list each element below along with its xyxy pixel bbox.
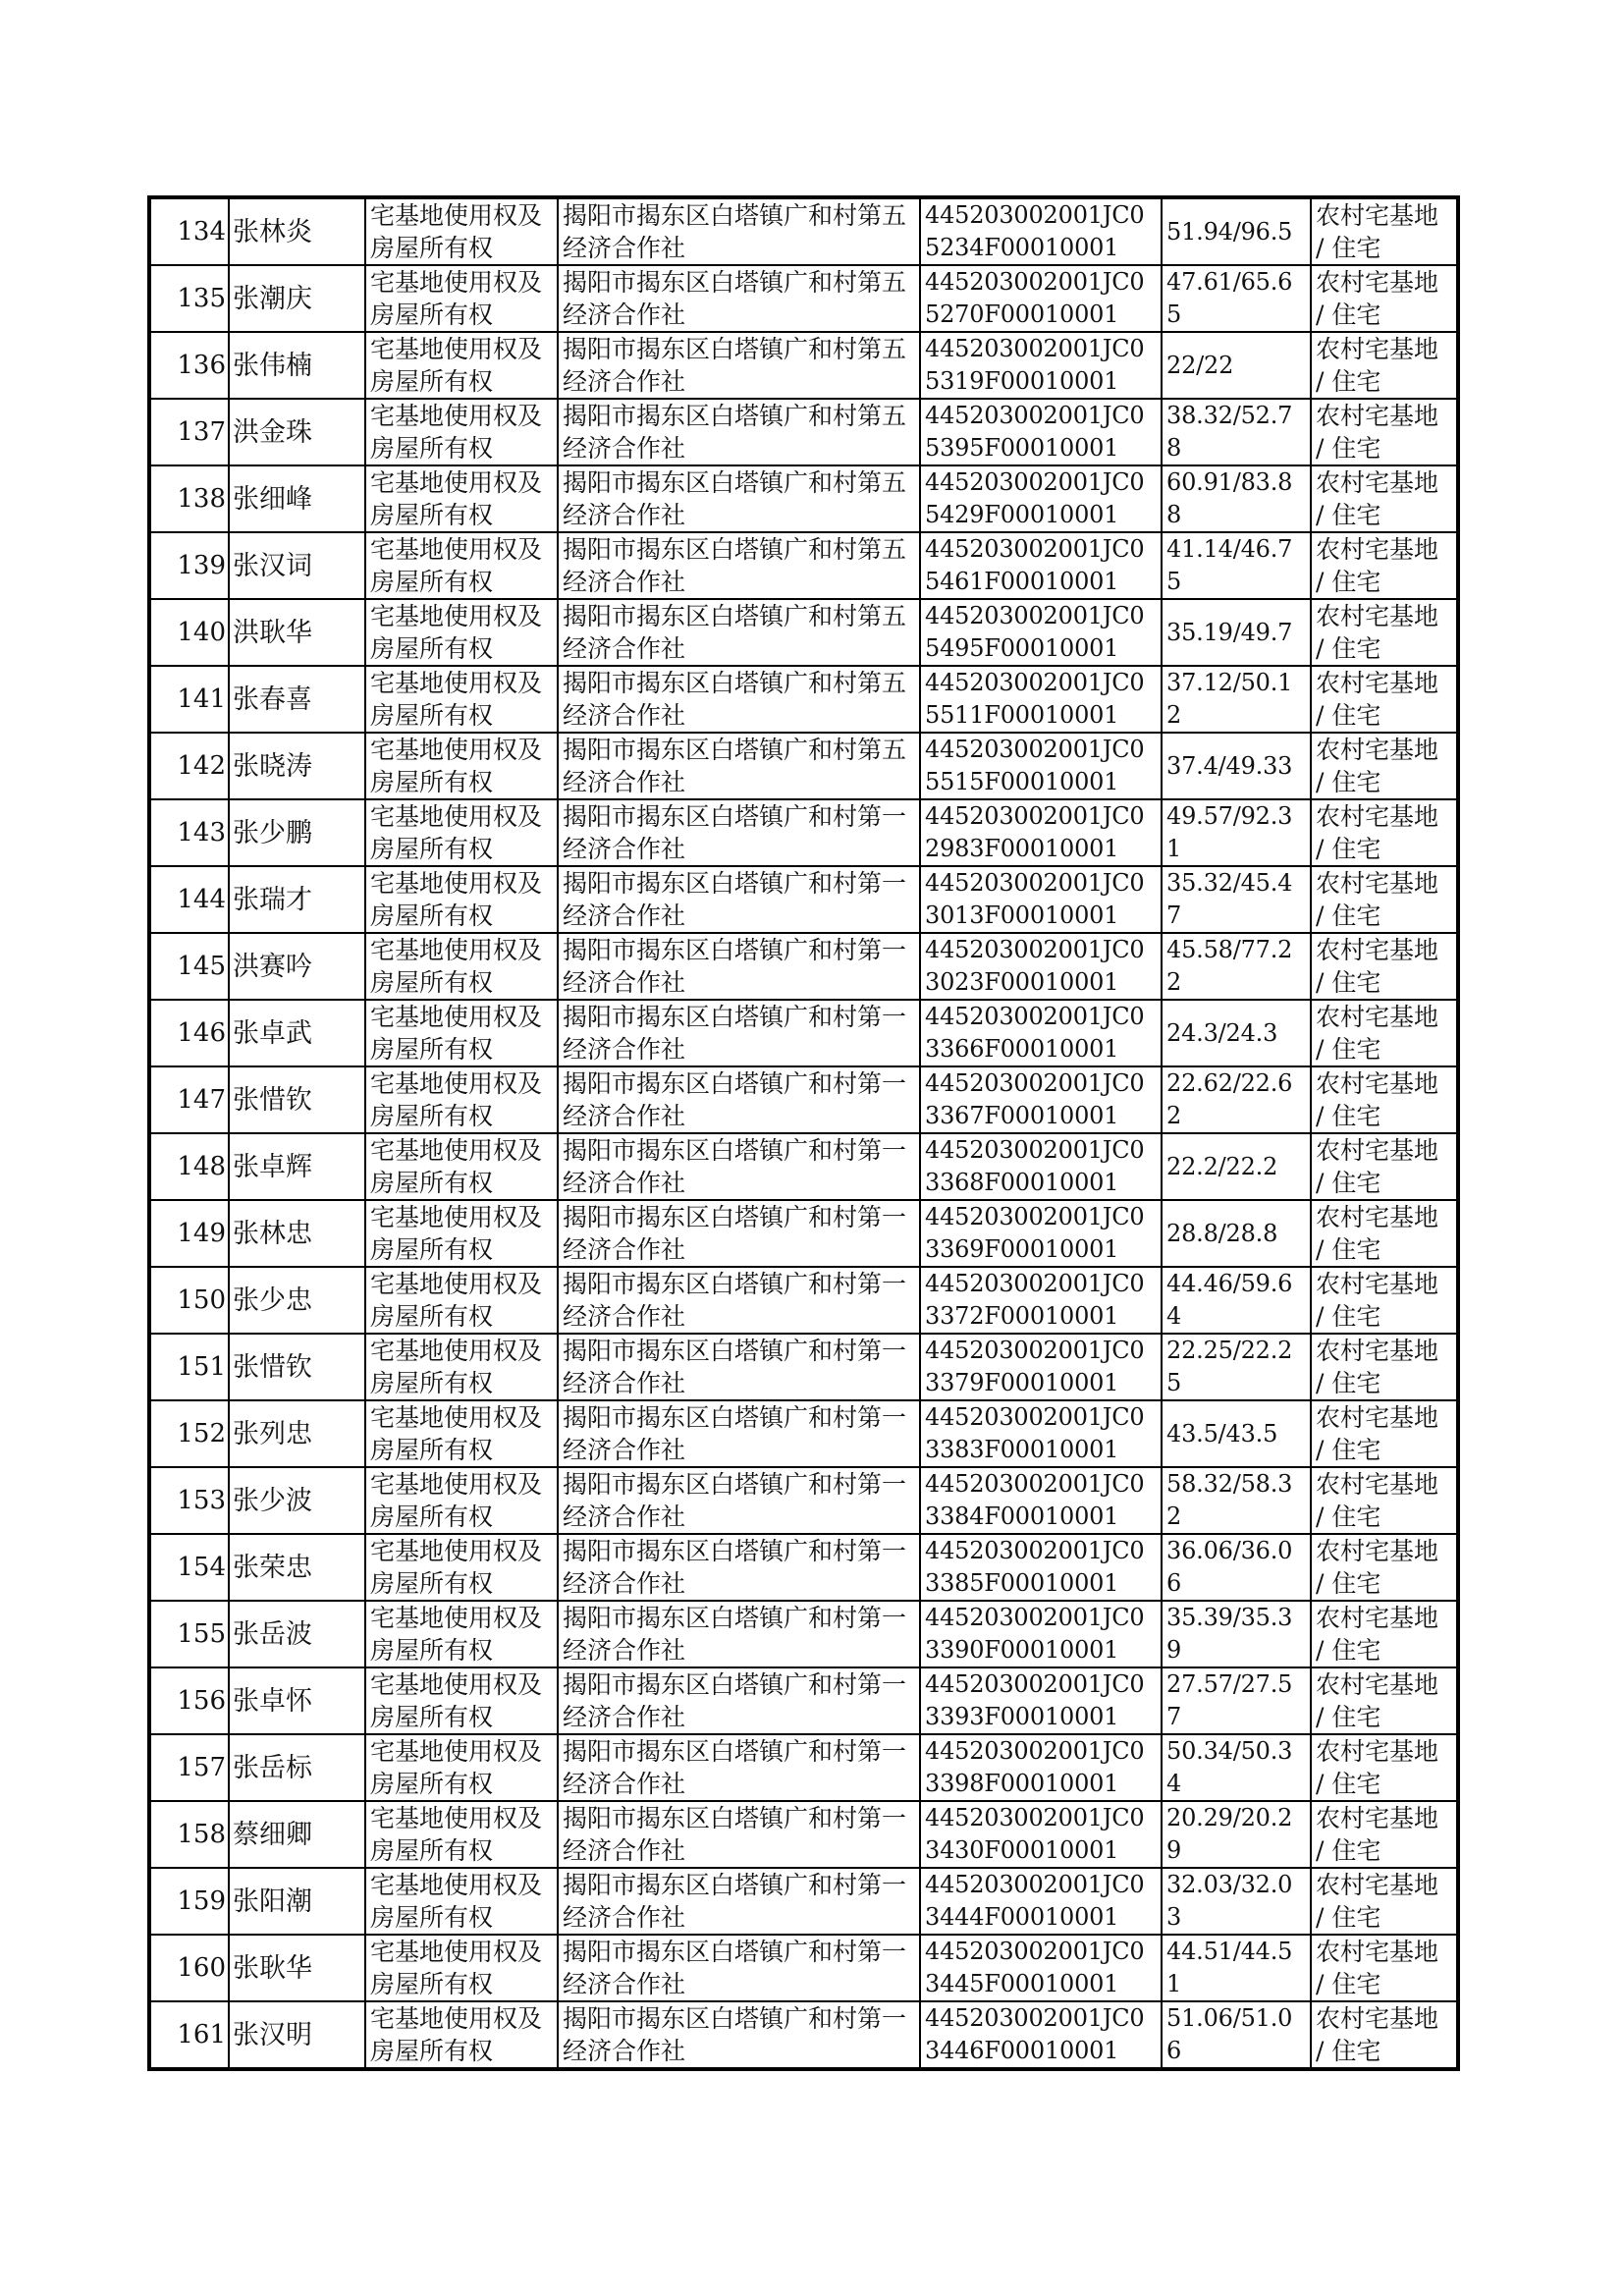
right-type-cell: 宅基地使用权及房屋所有权 — [365, 1200, 558, 1267]
row-number-cell: 134 — [150, 198, 229, 265]
right-type-cell: 宅基地使用权及房屋所有权 — [365, 1066, 558, 1133]
area-cell: 32.03/32.03 — [1162, 1868, 1311, 1935]
area-cell: 44.51/44.51 — [1162, 1935, 1311, 2001]
owner-organization-cell: 揭阳市揭东区白塔镇广和村第五经济合作社 — [558, 265, 920, 332]
area-cell: 60.91/83.88 — [1162, 465, 1311, 532]
row-number-cell: 137 — [150, 399, 229, 465]
owner-name-cell: 张耿华 — [229, 1935, 365, 2001]
right-type-cell: 宅基地使用权及房屋所有权 — [365, 866, 558, 933]
owner-organization-cell: 揭阳市揭东区白塔镇广和村第一经济合作社 — [558, 2001, 920, 2068]
unit-code-cell: 445203002001JC03367F00010001 — [920, 1066, 1162, 1133]
owner-name-cell: 蔡细卿 — [229, 1801, 365, 1868]
right-type-cell: 宅基地使用权及房屋所有权 — [365, 532, 558, 599]
table-row — [150, 1467, 1457, 1534]
table-row — [150, 599, 1457, 666]
land-use-cell: 农村宅基地 / 住宅 — [1311, 1801, 1457, 1868]
owner-name-cell: 张潮庆 — [229, 265, 365, 332]
owner-organization-cell: 揭阳市揭东区白塔镇广和村第一经济合作社 — [558, 1000, 920, 1066]
owner-organization-cell: 揭阳市揭东区白塔镇广和村第一经济合作社 — [558, 866, 920, 933]
row-number-cell: 159 — [150, 1868, 229, 1935]
area-cell: 22/22 — [1162, 332, 1311, 399]
row-number-cell: 151 — [150, 1334, 229, 1400]
land-use-cell: 农村宅基地 / 住宅 — [1311, 1935, 1457, 2001]
row-number-cell: 148 — [150, 1133, 229, 1200]
unit-code-cell: 445203002001JC05511F00010001 — [920, 666, 1162, 733]
owner-organization-cell: 揭阳市揭东区白塔镇广和村第一经济合作社 — [558, 1601, 920, 1667]
unit-code-cell: 445203002001JC03366F00010001 — [920, 1000, 1162, 1066]
table-row — [150, 1734, 1457, 1801]
land-use-cell: 农村宅基地 / 住宅 — [1311, 1467, 1457, 1534]
row-number-cell: 135 — [150, 265, 229, 332]
unit-code-cell: 445203002001JC05461F00010001 — [920, 532, 1162, 599]
unit-code-cell: 445203002001JC03393F00010001 — [920, 1667, 1162, 1734]
owner-organization-cell: 揭阳市揭东区白塔镇广和村第一经济合作社 — [558, 1734, 920, 1801]
area-cell: 49.57/92.31 — [1162, 799, 1311, 866]
owner-organization-cell: 揭阳市揭东区白塔镇广和村第一经济合作社 — [558, 1267, 920, 1334]
table-row — [150, 198, 1457, 265]
right-type-cell: 宅基地使用权及房屋所有权 — [365, 1000, 558, 1066]
owner-name-cell: 张卓武 — [229, 1000, 365, 1066]
unit-code-cell: 445203002001JC03013F00010001 — [920, 866, 1162, 933]
land-use-cell: 农村宅基地 / 住宅 — [1311, 799, 1457, 866]
area-cell: 35.32/45.47 — [1162, 866, 1311, 933]
land-use-cell: 农村宅基地 / 住宅 — [1311, 1868, 1457, 1935]
land-use-cell: 农村宅基地 / 住宅 — [1311, 532, 1457, 599]
owner-organization-cell: 揭阳市揭东区白塔镇广和村第一经济合作社 — [558, 1868, 920, 1935]
row-number-cell: 142 — [150, 733, 229, 799]
right-type-cell: 宅基地使用权及房屋所有权 — [365, 1868, 558, 1935]
row-number-cell: 144 — [150, 866, 229, 933]
right-type-cell: 宅基地使用权及房屋所有权 — [365, 1801, 558, 1868]
owner-organization-cell: 揭阳市揭东区白塔镇广和村第一经济合作社 — [558, 1334, 920, 1400]
right-type-cell: 宅基地使用权及房屋所有权 — [365, 933, 558, 1000]
owner-name-cell: 张惜钦 — [229, 1066, 365, 1133]
area-cell: 24.3/24.3 — [1162, 1000, 1311, 1066]
land-use-cell: 农村宅基地 / 住宅 — [1311, 332, 1457, 399]
row-number-cell: 157 — [150, 1734, 229, 1801]
row-number-cell: 155 — [150, 1601, 229, 1667]
owner-name-cell: 张瑞才 — [229, 866, 365, 933]
right-type-cell: 宅基地使用权及房屋所有权 — [365, 666, 558, 733]
owner-organization-cell: 揭阳市揭东区白塔镇广和村第五经济合作社 — [558, 465, 920, 532]
owner-name-cell: 张汉明 — [229, 2001, 365, 2068]
unit-code-cell: 445203002001JC03398F00010001 — [920, 1734, 1162, 1801]
owner-organization-cell: 揭阳市揭东区白塔镇广和村第五经济合作社 — [558, 198, 920, 265]
owner-name-cell: 张惜钦 — [229, 1334, 365, 1400]
right-type-cell: 宅基地使用权及房屋所有权 — [365, 1334, 558, 1400]
owner-organization-cell: 揭阳市揭东区白塔镇广和村第一经济合作社 — [558, 1467, 920, 1534]
unit-code-cell: 445203002001JC05234F00010001 — [920, 198, 1162, 265]
owner-name-cell: 张细峰 — [229, 465, 365, 532]
area-cell: 22.62/22.62 — [1162, 1066, 1311, 1133]
table-row — [150, 1801, 1457, 1868]
table-row — [150, 1334, 1457, 1400]
land-use-cell: 农村宅基地 / 住宅 — [1311, 1667, 1457, 1734]
table-row — [150, 1400, 1457, 1467]
owner-name-cell: 张岳标 — [229, 1734, 365, 1801]
owner-name-cell: 洪赛吟 — [229, 933, 365, 1000]
right-type-cell: 宅基地使用权及房屋所有权 — [365, 1935, 558, 2001]
unit-code-cell: 445203002001JC03372F00010001 — [920, 1267, 1162, 1334]
unit-code-cell: 445203002001JC03384F00010001 — [920, 1467, 1162, 1534]
land-use-cell: 农村宅基地 / 住宅 — [1311, 933, 1457, 1000]
owner-name-cell: 张少波 — [229, 1467, 365, 1534]
owner-name-cell: 张林炎 — [229, 198, 365, 265]
land-use-cell: 农村宅基地 / 住宅 — [1311, 1133, 1457, 1200]
row-number-cell: 143 — [150, 799, 229, 866]
row-number-cell: 136 — [150, 332, 229, 399]
table-row — [150, 1267, 1457, 1334]
land-use-cell: 农村宅基地 / 住宅 — [1311, 733, 1457, 799]
right-type-cell: 宅基地使用权及房屋所有权 — [365, 1467, 558, 1534]
owner-name-cell: 张卓怀 — [229, 1667, 365, 1734]
table-row — [150, 1935, 1457, 2001]
unit-code-cell: 445203002001JC03368F00010001 — [920, 1133, 1162, 1200]
table-row — [150, 399, 1457, 465]
owner-name-cell: 张汉词 — [229, 532, 365, 599]
right-type-cell: 宅基地使用权及房屋所有权 — [365, 799, 558, 866]
table-row — [150, 1200, 1457, 1267]
area-cell: 22.2/22.2 — [1162, 1133, 1311, 1200]
land-use-cell: 农村宅基地 / 住宅 — [1311, 866, 1457, 933]
table-row — [150, 1534, 1457, 1601]
area-cell: 51.06/51.06 — [1162, 2001, 1311, 2068]
land-use-cell: 农村宅基地 / 住宅 — [1311, 1200, 1457, 1267]
table-row — [150, 532, 1457, 599]
unit-code-cell: 445203002001JC03385F00010001 — [920, 1534, 1162, 1601]
table-row — [150, 933, 1457, 1000]
row-number-cell: 161 — [150, 2001, 229, 2068]
area-cell: 47.61/65.65 — [1162, 265, 1311, 332]
land-use-cell: 农村宅基地 / 住宅 — [1311, 1534, 1457, 1601]
unit-code-cell: 445203002001JC03023F00010001 — [920, 933, 1162, 1000]
land-use-cell: 农村宅基地 / 住宅 — [1311, 1066, 1457, 1133]
table-row — [150, 1066, 1457, 1133]
owner-organization-cell: 揭阳市揭东区白塔镇广和村第五经济合作社 — [558, 532, 920, 599]
area-cell: 22.25/22.25 — [1162, 1334, 1311, 1400]
right-type-cell: 宅基地使用权及房屋所有权 — [365, 1267, 558, 1334]
owner-name-cell: 张林忠 — [229, 1200, 365, 1267]
area-cell: 35.39/35.39 — [1162, 1601, 1311, 1667]
row-number-cell: 139 — [150, 532, 229, 599]
table-row — [150, 866, 1457, 933]
area-cell: 36.06/36.06 — [1162, 1534, 1311, 1601]
land-use-cell: 农村宅基地 / 住宅 — [1311, 1334, 1457, 1400]
table-row — [150, 733, 1457, 799]
unit-code-cell: 445203002001JC05319F00010001 — [920, 332, 1162, 399]
row-number-cell: 153 — [150, 1467, 229, 1534]
right-type-cell: 宅基地使用权及房屋所有权 — [365, 1534, 558, 1601]
table-row — [150, 1667, 1457, 1734]
right-type-cell: 宅基地使用权及房屋所有权 — [365, 2001, 558, 2068]
table-row — [150, 2001, 1457, 2068]
unit-code-cell: 445203002001JC03390F00010001 — [920, 1601, 1162, 1667]
registration-table — [149, 197, 1458, 2069]
land-use-cell: 农村宅基地 / 住宅 — [1311, 666, 1457, 733]
row-number-cell: 138 — [150, 465, 229, 532]
right-type-cell: 宅基地使用权及房屋所有权 — [365, 465, 558, 532]
land-use-cell: 农村宅基地 / 住宅 — [1311, 1601, 1457, 1667]
right-type-cell: 宅基地使用权及房屋所有权 — [365, 399, 558, 465]
area-cell: 43.5/43.5 — [1162, 1400, 1311, 1467]
land-use-cell: 农村宅基地 / 住宅 — [1311, 1267, 1457, 1334]
right-type-cell: 宅基地使用权及房屋所有权 — [365, 1667, 558, 1734]
owner-name-cell: 张阳潮 — [229, 1868, 365, 1935]
owner-name-cell: 洪耿华 — [229, 599, 365, 666]
row-number-cell: 160 — [150, 1935, 229, 2001]
land-use-cell: 农村宅基地 / 住宅 — [1311, 599, 1457, 666]
land-use-cell: 农村宅基地 / 住宅 — [1311, 399, 1457, 465]
land-use-cell: 农村宅基地 / 住宅 — [1311, 2001, 1457, 2068]
row-number-cell: 150 — [150, 1267, 229, 1334]
land-use-cell: 农村宅基地 / 住宅 — [1311, 1734, 1457, 1801]
owner-organization-cell: 揭阳市揭东区白塔镇广和村第一经济合作社 — [558, 1935, 920, 2001]
owner-organization-cell: 揭阳市揭东区白塔镇广和村第一经济合作社 — [558, 1200, 920, 1267]
unit-code-cell: 445203002001JC03383F00010001 — [920, 1400, 1162, 1467]
owner-name-cell: 洪金珠 — [229, 399, 365, 465]
row-number-cell: 158 — [150, 1801, 229, 1868]
owner-organization-cell: 揭阳市揭东区白塔镇广和村第一经济合作社 — [558, 1066, 920, 1133]
row-number-cell: 141 — [150, 666, 229, 733]
area-cell: 51.94/96.5 — [1162, 198, 1311, 265]
land-use-cell: 农村宅基地 / 住宅 — [1311, 1000, 1457, 1066]
owner-name-cell: 张少鹏 — [229, 799, 365, 866]
owner-name-cell: 张荣忠 — [229, 1534, 365, 1601]
owner-name-cell: 张少忠 — [229, 1267, 365, 1334]
right-type-cell: 宅基地使用权及房屋所有权 — [365, 1601, 558, 1667]
owner-organization-cell: 揭阳市揭东区白塔镇广和村第五经济合作社 — [558, 599, 920, 666]
owner-organization-cell: 揭阳市揭东区白塔镇广和村第五经济合作社 — [558, 733, 920, 799]
unit-code-cell: 445203002001JC03445F00010001 — [920, 1935, 1162, 2001]
right-type-cell: 宅基地使用权及房屋所有权 — [365, 265, 558, 332]
table-body — [150, 198, 1457, 2068]
table-row — [150, 1601, 1457, 1667]
area-cell: 37.4/49.33 — [1162, 733, 1311, 799]
owner-name-cell: 张岳波 — [229, 1601, 365, 1667]
land-use-cell: 农村宅基地 / 住宅 — [1311, 1400, 1457, 1467]
owner-name-cell: 张春喜 — [229, 666, 365, 733]
area-cell: 28.8/28.8 — [1162, 1200, 1311, 1267]
unit-code-cell: 445203002001JC03444F00010001 — [920, 1868, 1162, 1935]
right-type-cell: 宅基地使用权及房屋所有权 — [365, 1734, 558, 1801]
area-cell: 38.32/52.78 — [1162, 399, 1311, 465]
area-cell: 58.32/58.32 — [1162, 1467, 1311, 1534]
table-row — [150, 666, 1457, 733]
area-cell: 35.19/49.7 — [1162, 599, 1311, 666]
right-type-cell: 宅基地使用权及房屋所有权 — [365, 332, 558, 399]
unit-code-cell: 445203002001JC05270F00010001 — [920, 265, 1162, 332]
right-type-cell: 宅基地使用权及房屋所有权 — [365, 1133, 558, 1200]
row-number-cell: 147 — [150, 1066, 229, 1133]
right-type-cell: 宅基地使用权及房屋所有权 — [365, 1400, 558, 1467]
right-type-cell: 宅基地使用权及房屋所有权 — [365, 733, 558, 799]
owner-organization-cell: 揭阳市揭东区白塔镇广和村第一经济合作社 — [558, 1133, 920, 1200]
land-use-cell: 农村宅基地 / 住宅 — [1311, 465, 1457, 532]
owner-name-cell: 张卓辉 — [229, 1133, 365, 1200]
row-number-cell: 146 — [150, 1000, 229, 1066]
owner-organization-cell: 揭阳市揭东区白塔镇广和村第一经济合作社 — [558, 1667, 920, 1734]
row-number-cell: 149 — [150, 1200, 229, 1267]
owner-organization-cell: 揭阳市揭东区白塔镇广和村第一经济合作社 — [558, 1534, 920, 1601]
owner-name-cell: 张伟楠 — [229, 332, 365, 399]
row-number-cell: 154 — [150, 1534, 229, 1601]
owner-organization-cell: 揭阳市揭东区白塔镇广和村第一经济合作社 — [558, 799, 920, 866]
unit-code-cell: 445203002001JC03369F00010001 — [920, 1200, 1162, 1267]
owner-organization-cell: 揭阳市揭东区白塔镇广和村第一经济合作社 — [558, 933, 920, 1000]
owner-organization-cell: 揭阳市揭东区白塔镇广和村第一经济合作社 — [558, 1400, 920, 1467]
area-cell: 37.12/50.12 — [1162, 666, 1311, 733]
table-row — [150, 1868, 1457, 1935]
table-row — [150, 265, 1457, 332]
land-use-cell: 农村宅基地 / 住宅 — [1311, 265, 1457, 332]
owner-name-cell: 张列忠 — [229, 1400, 365, 1467]
right-type-cell: 宅基地使用权及房屋所有权 — [365, 599, 558, 666]
table-row — [150, 465, 1457, 532]
area-cell: 45.58/77.22 — [1162, 933, 1311, 1000]
unit-code-cell: 445203002001JC05515F00010001 — [920, 733, 1162, 799]
owner-organization-cell: 揭阳市揭东区白塔镇广和村第五经济合作社 — [558, 666, 920, 733]
unit-code-cell: 445203002001JC05495F00010001 — [920, 599, 1162, 666]
row-number-cell: 145 — [150, 933, 229, 1000]
table-row — [150, 1133, 1457, 1200]
table-row — [150, 1000, 1457, 1066]
area-cell: 44.46/59.64 — [1162, 1267, 1311, 1334]
right-type-cell: 宅基地使用权及房屋所有权 — [365, 198, 558, 265]
unit-code-cell: 445203002001JC05429F00010001 — [920, 465, 1162, 532]
owner-organization-cell: 揭阳市揭东区白塔镇广和村第五经济合作社 — [558, 399, 920, 465]
land-use-cell: 农村宅基地 / 住宅 — [1311, 198, 1457, 265]
owner-organization-cell: 揭阳市揭东区白塔镇广和村第五经济合作社 — [558, 332, 920, 399]
owner-organization-cell: 揭阳市揭东区白塔镇广和村第一经济合作社 — [558, 1801, 920, 1868]
area-cell: 27.57/27.57 — [1162, 1667, 1311, 1734]
table-row — [150, 799, 1457, 866]
unit-code-cell: 445203002001JC05395F00010001 — [920, 399, 1162, 465]
area-cell: 50.34/50.34 — [1162, 1734, 1311, 1801]
area-cell: 20.29/20.29 — [1162, 1801, 1311, 1868]
unit-code-cell: 445203002001JC03430F00010001 — [920, 1801, 1162, 1868]
row-number-cell: 152 — [150, 1400, 229, 1467]
owner-name-cell: 张晓涛 — [229, 733, 365, 799]
unit-code-cell: 445203002001JC03446F00010001 — [920, 2001, 1162, 2068]
row-number-cell: 156 — [150, 1667, 229, 1734]
unit-code-cell: 445203002001JC03379F00010001 — [920, 1334, 1162, 1400]
table-row — [150, 332, 1457, 399]
area-cell: 41.14/46.75 — [1162, 532, 1311, 599]
unit-code-cell: 445203002001JC02983F00010001 — [920, 799, 1162, 866]
row-number-cell: 140 — [150, 599, 229, 666]
